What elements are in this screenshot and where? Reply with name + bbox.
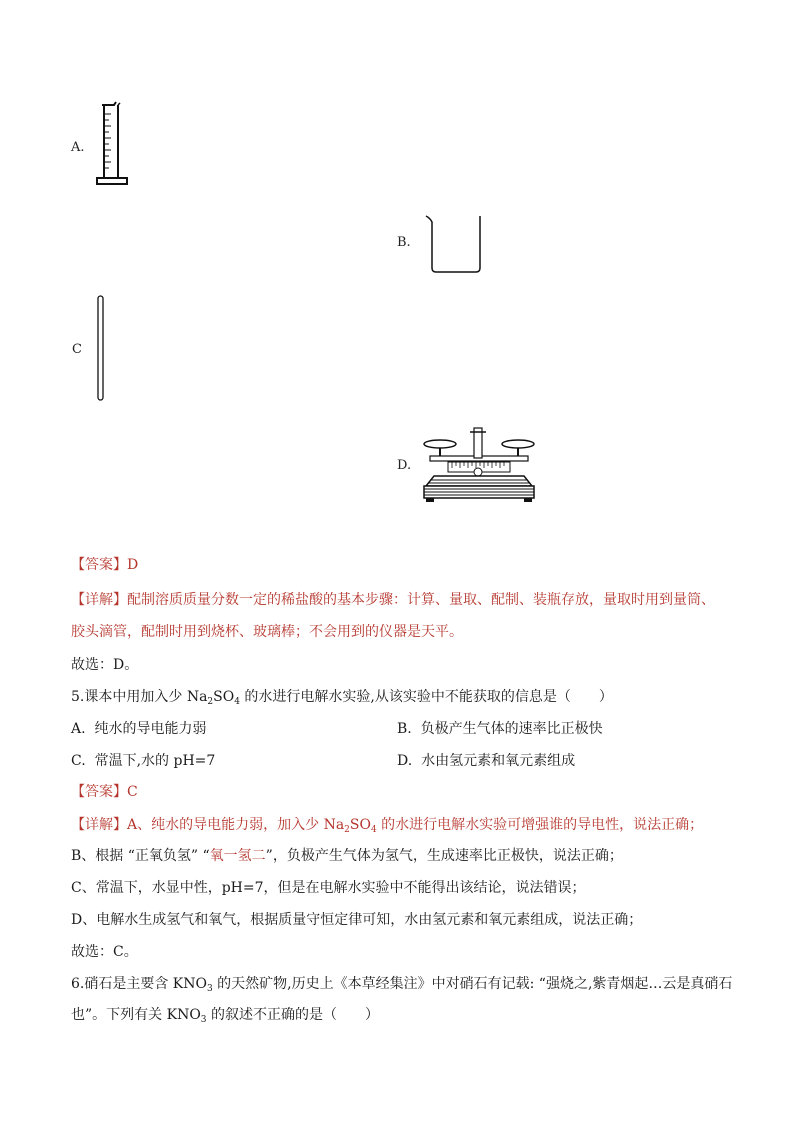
glass-rod-icon [96,294,106,404]
option-text: 负极产生气体的速率比正极快 [420,721,603,737]
option-letter: A. [71,721,86,737]
q5-detail-b [71,846,623,866]
formula-sub: 3 [200,1015,207,1025]
q6-stem-text: 6.硝石是主要含 KNO [71,976,207,992]
formula-sub: 4 [370,825,377,835]
answer-value: D [127,557,139,573]
q5-answer [71,782,138,802]
q4-detail-line1 [71,590,715,610]
detail-tag: 【详解】 [71,592,127,608]
q5-detail-c: C、常温下，水显中性，pH=7，但是在电解水实验中不能得出该结论，说法错误； [71,880,586,896]
answer-tag: 【答案】 [71,557,127,573]
q5-conclusion: 故选：C。 [71,944,138,960]
option-letter: B. [397,721,412,737]
q5-option-a[interactable] [71,718,206,738]
option-b-label: B. [397,235,411,250]
formula-sub: 4 [234,697,240,707]
detail-text: 的水进行电解水实验可增强谁的导电性，说法正确； [376,817,704,833]
detail-text: 配制溶质质量分数一定的稀盐酸的基本步骤：计算、量取、配制、装瓶存放，量取时用到量筒、 [127,592,715,608]
q6-stem-text: 的叙述不正确的是（ ） [206,1007,379,1023]
detail-text: B、根据 “正氧负氢” “ [71,848,210,864]
formula-na2so4 [187,689,240,705]
option-text: 纯水的导电能力弱 [94,721,207,737]
graduated-cylinder-icon [94,100,134,190]
formula-part: Na [323,817,345,833]
q5-option-b[interactable] [397,718,603,738]
q5-option-d[interactable] [397,750,575,770]
detail-tag: 【详解】 [71,817,127,833]
q6-stem-text: 的天然矿物,历史上《本草经集注》中对硝石有记载: “强烧之,紫青烟起…云是真硝石 [212,976,733,992]
formula-part: SO [349,817,371,833]
option-c-label: C [72,342,82,357]
option-letter: D. [397,753,413,769]
q4-conclusion: 故选：D。 [71,657,139,673]
q5-stem [71,687,613,712]
formula-part: SO [213,689,235,705]
option-letter: C. [71,753,86,769]
answer-tag: 【答案】 [71,784,127,800]
q5-option-c[interactable] [71,750,215,770]
q4-detail-line2: 胶头滴管，配制时用到烧杯、玻璃棒；不会用到的仪器是天平。 [71,624,463,640]
option-text: 常温下,水的 pH=7 [94,753,216,769]
formula-part: Na [186,689,208,705]
option-a-label: A. [71,140,85,155]
q5-stem-text: 5.课本中用加入少 [71,689,187,705]
q6-stem-line1 [71,974,732,999]
beaker-icon [422,212,482,277]
formula-sub: 3 [207,984,213,994]
detail-text: A、纯水的导电能力弱，加入少 [127,817,324,833]
detail-text: ”，负极产生气体为氢气，生成速率比正极快，说法正确； [265,848,623,864]
detail-highlight: 氧一氢二 [209,848,266,864]
q6-stem-text: 也”。下列有关 KNO [71,1007,201,1023]
q5-stem-text: 的水进行电解水实验,从该实验中不能获取的信息是（ ） [239,689,613,705]
option-d-label: D. [397,458,412,473]
balance-scale-icon [420,424,540,506]
q4-answer [71,555,138,575]
formula-sub: 2 [207,697,214,707]
q5-detail-a [71,815,703,840]
q6-stem-line2 [71,1005,379,1030]
formula-sub: 2 [344,825,350,835]
answer-value: C [127,784,138,800]
option-text: 水由氢元素和氧元素组成 [421,753,576,769]
q5-detail-d: D、电解水生成氢气和氧气，根据质量守恒定律可知，水由氢元素和氧元素组成，说法正确； [71,912,643,928]
